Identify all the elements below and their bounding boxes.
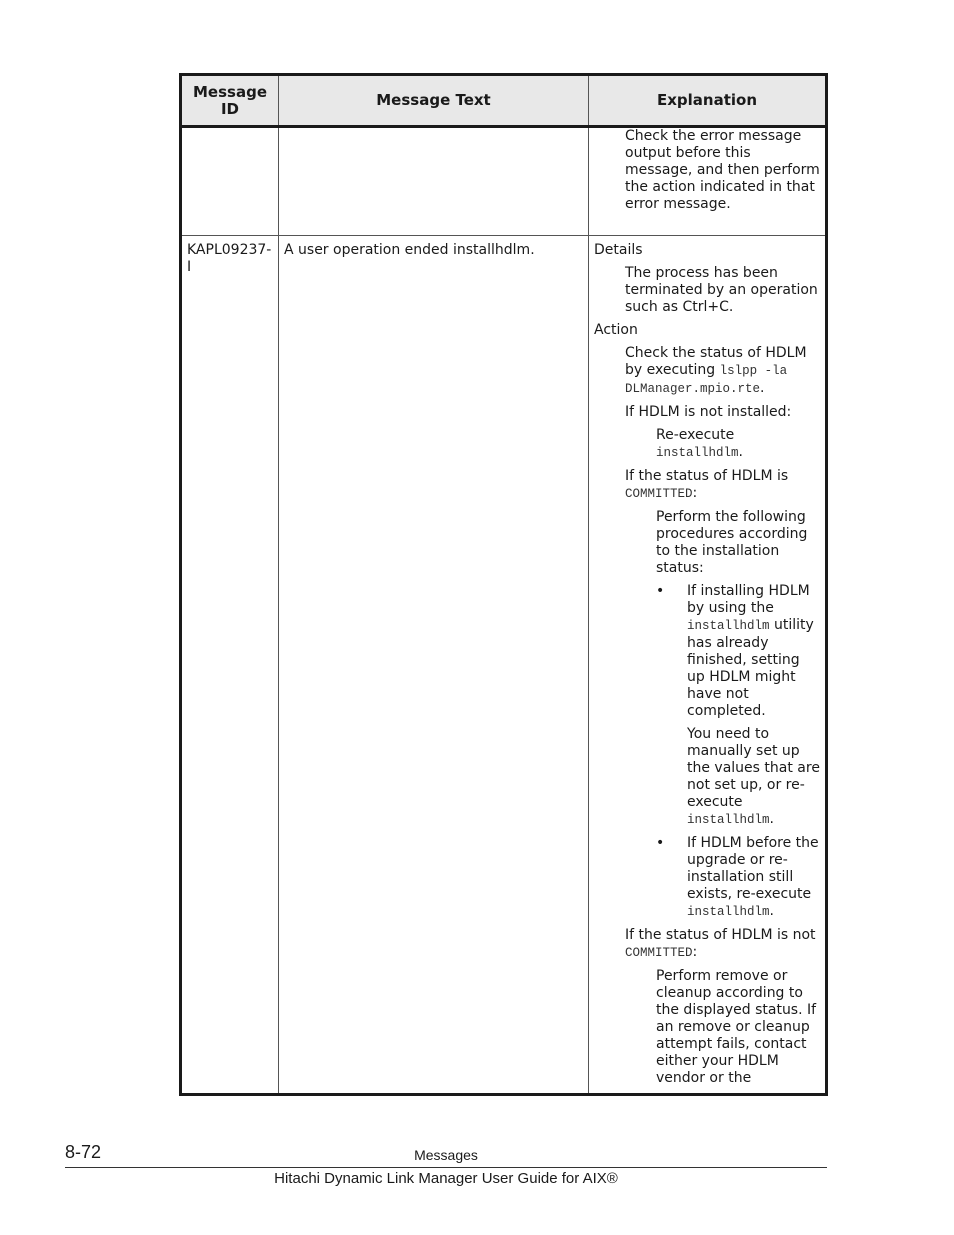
page-number: 8-72 [65, 1142, 102, 1162]
action-heading: Action [594, 322, 638, 338]
period: . [760, 380, 765, 396]
continued-explanation-text: Check the error message output before this message, and then perform the action indicated in that error message. [625, 128, 820, 212]
colon: : [692, 944, 698, 960]
header-message-id: Message ID [181, 75, 279, 127]
header-message-text: Message Text [279, 75, 589, 127]
check-status [625, 345, 820, 398]
bullet-icon: • [656, 583, 665, 599]
not-installed-text: If HDLM is not installed: [625, 404, 792, 420]
bullet-item-2 [656, 835, 820, 921]
cell-message-text [279, 236, 589, 1095]
bullet-item-1 [656, 583, 820, 720]
details-text: The process has been terminated by an operation such as Ctrl+C. [625, 265, 818, 315]
installhdlm-command: installhdlm [687, 905, 770, 919]
reexecute-text: Re-execute [656, 427, 735, 443]
header-explanation: Explanation [589, 75, 827, 127]
cell-text-empty [279, 127, 589, 236]
bullet-1-para-2-text: You need to manually set up the values that are not set up, or re-execute [687, 726, 820, 810]
period: . [769, 903, 774, 919]
bullet-1-para-2 [687, 726, 820, 829]
period: . [738, 444, 743, 460]
footer-book-title: Hitachi Dynamic Link Manager User Guide for AIX® [274, 1170, 618, 1187]
bullet-2-text: If HDLM before the upgrade or re-installation still exists, re-execute [687, 835, 819, 902]
lslpp-command: lslpp -la DLManager.mpio.rte [625, 364, 788, 396]
remove-cleanup-text: Perform remove or cleanup according to the displayed status. If an remove or cleanup attempt fails, contact either your HDLM vendor or the [656, 968, 817, 1086]
table-row-continued [181, 127, 827, 236]
not-committed-pre-text: If the status of HDLM is not [625, 927, 816, 943]
check-status-text: Check the status of HDLM by executing [625, 345, 807, 378]
details-heading: Details [594, 242, 643, 258]
committed-code: COMMITTED [625, 487, 693, 501]
bullet-1-post: utility has already finished, setting up HDLM might have not completed. [687, 617, 814, 719]
perform-following-text: Perform the following procedures according to the installation status: [656, 509, 808, 576]
message-id: KAPL09237-I [187, 242, 272, 275]
committed-code: COMMITTED [625, 946, 693, 960]
bullet-1-pre: If installing HDLM by using the [687, 583, 810, 616]
committed-condition [625, 468, 820, 503]
not-committed-condition [625, 927, 820, 962]
table-header-row [181, 75, 827, 127]
footer-section-name: Messages [414, 1147, 478, 1163]
table-row [181, 236, 827, 1095]
message-table [179, 73, 828, 1096]
period: . [769, 811, 774, 827]
message-text: A user operation ended installhdlm. [284, 242, 535, 258]
committed-pre-text: If the status of HDLM is [625, 468, 789, 484]
footer-divider [65, 1167, 827, 1168]
cell-id-empty [181, 127, 279, 236]
cell-explanation [589, 236, 827, 1095]
reexecute-step [656, 427, 820, 462]
cell-explanation-continued [589, 127, 827, 236]
bullet-icon: • [656, 835, 665, 851]
cell-message-id [181, 236, 279, 1095]
installhdlm-command: installhdlm [687, 619, 770, 633]
installhdlm-command: installhdlm [687, 813, 770, 827]
colon: : [692, 485, 698, 501]
installhdlm-command: installhdlm [656, 446, 739, 460]
